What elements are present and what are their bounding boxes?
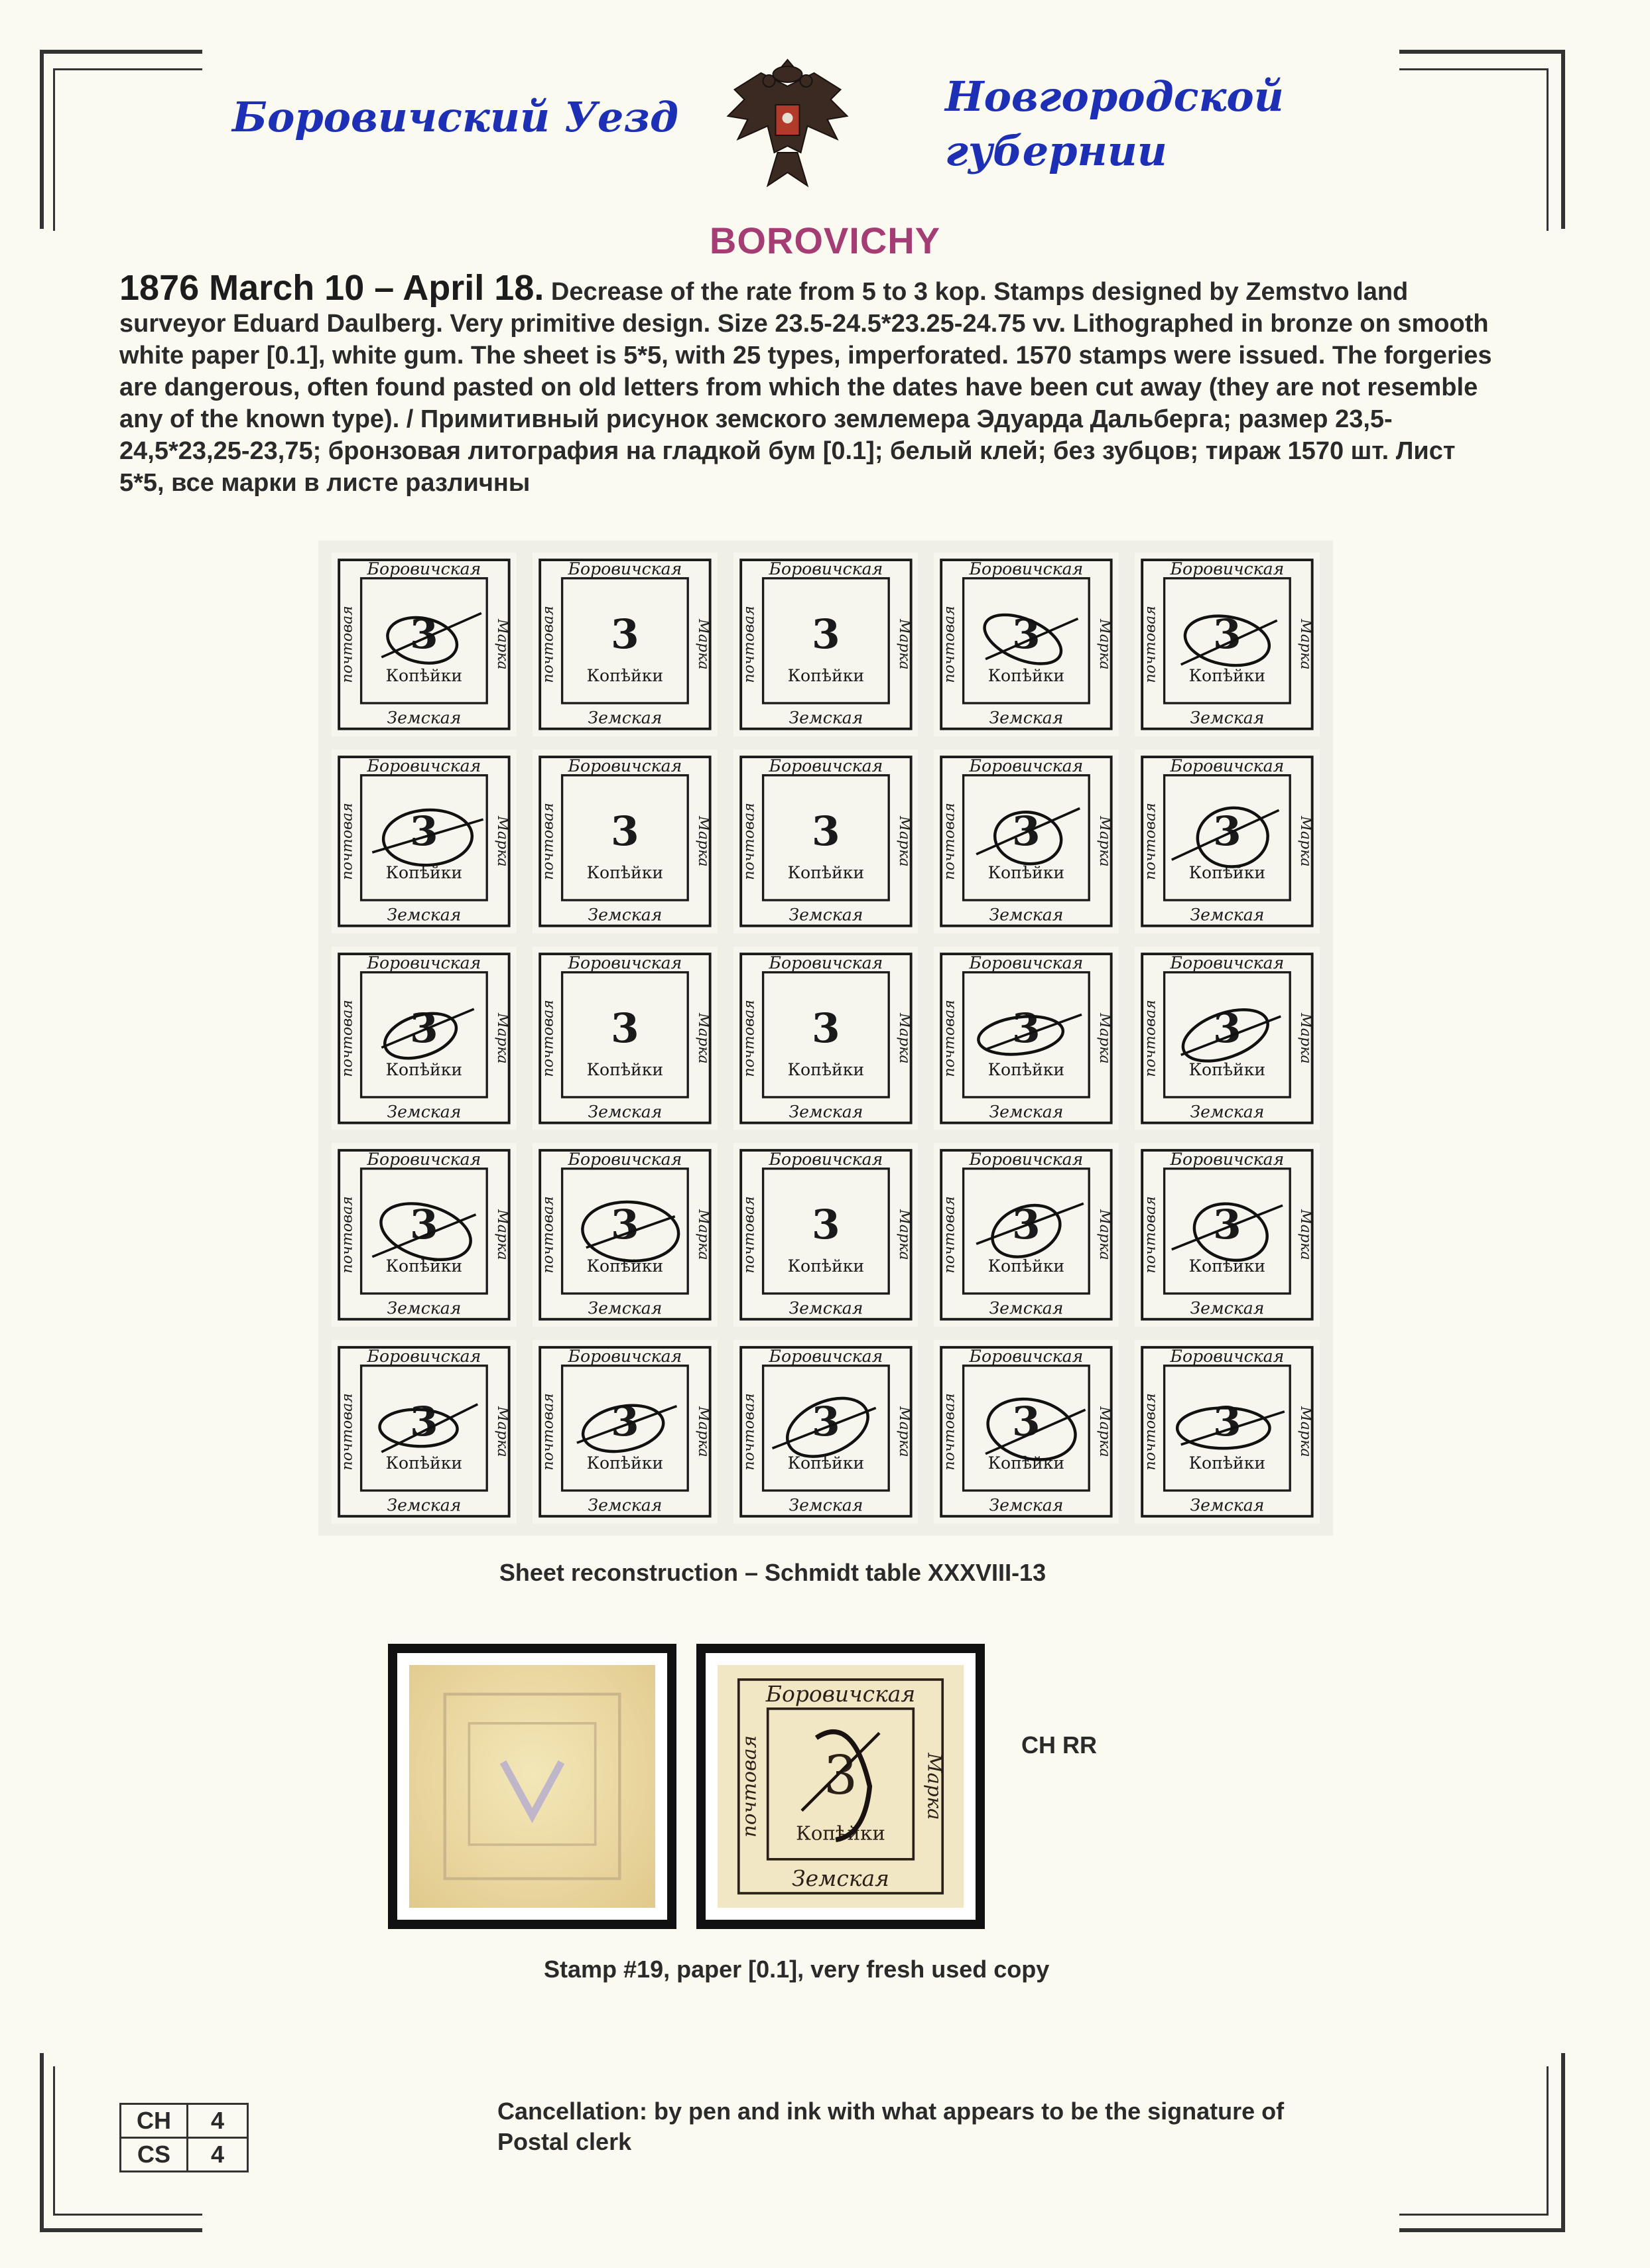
stamp-bottom-text: Земская: [387, 905, 462, 925]
stamp-bottom-text: Земская: [789, 708, 863, 728]
stamp-value: 3: [610, 1201, 639, 1249]
stamp-design: [1135, 1143, 1320, 1327]
stamp-bottom-text: Земская: [1190, 905, 1265, 925]
stamp-right-text: Марка: [895, 1209, 913, 1261]
stamp-bottom-text: Земская: [588, 905, 663, 925]
sheet-stamp: [733, 750, 919, 933]
catalog-value: 4: [188, 2138, 248, 2172]
stamp-caption: Stamp #19, paper [0.1], very fresh used copy: [544, 1956, 1050, 1983]
sheet-stamp: [934, 947, 1119, 1130]
stamp-bottom-text: Земская: [387, 1102, 462, 1121]
stamp-left-text: почтовая: [740, 802, 758, 880]
stamp-currency: Копѣйки: [988, 1059, 1065, 1079]
stamp-bottom-text: Земская: [1190, 1298, 1265, 1318]
catalog-row: [121, 2138, 248, 2172]
stamp-top-text: Боровичская: [1170, 1150, 1285, 1169]
issue-date: 1876 March 10 – April 18.: [119, 268, 544, 308]
stamp-right-text: Марка: [694, 1406, 712, 1457]
stamp-value: 3: [811, 1201, 840, 1249]
town-heading: BOROVICHY: [709, 220, 941, 261]
stamp-19-currency: Копѣйки: [796, 1822, 885, 1845]
stamp-top-text: Боровичская: [568, 756, 682, 775]
stamp-left-text: почтовая: [740, 606, 758, 683]
catalog-value: 4: [188, 2104, 248, 2138]
stamp-19-left-text: почтовая: [737, 1735, 761, 1837]
stamp-bottom-text: Земская: [1190, 1495, 1265, 1515]
stamp-bottom-text: Земская: [1190, 1102, 1265, 1121]
stamp-right-text: Марка: [1297, 815, 1315, 867]
stamp-top-text: Боровичская: [969, 559, 1084, 579]
stamp-top-text: Боровичская: [769, 756, 883, 775]
sheet-caption: Sheet reconstruction – Schmidt table XXXVIII-13: [499, 1559, 1047, 1586]
stamp-right-text: Марка: [895, 815, 913, 867]
sheet-stamp: [1135, 750, 1320, 933]
stamp-front-image: [696, 1644, 985, 1929]
stamp-value: 3: [410, 611, 438, 658]
sheet-stamp: [733, 947, 919, 1130]
stamp-top-text: Боровичская: [969, 1347, 1084, 1367]
stamp-bottom-text: Земская: [789, 1298, 863, 1318]
stamp-right-text: Марка: [895, 1012, 913, 1064]
stamp-top-text: Боровичская: [367, 559, 481, 579]
stamp-design: [934, 947, 1119, 1130]
stamp-left-text: почтовая: [539, 802, 557, 880]
catalog-code: CS: [121, 2138, 188, 2172]
stamp-left-text: почтовая: [1141, 606, 1159, 683]
stamp-value: 3: [811, 611, 840, 658]
stamp-left-text: почтовая: [338, 1393, 356, 1471]
stamp-value: 3: [410, 807, 438, 855]
sheet-stamp: [733, 553, 919, 736]
stamp-design: [533, 1143, 718, 1327]
sheet-stamp: [332, 1340, 517, 1524]
stamp-currency: Копѣйки: [988, 665, 1065, 685]
stamp-bottom-text: Земская: [989, 1298, 1064, 1318]
stamp-currency: Копѣйки: [586, 665, 663, 685]
sheet-reconstruction: [318, 541, 1333, 1536]
stamp-value: 3: [1012, 1004, 1041, 1052]
stamp-design: [533, 750, 718, 933]
stamp-currency: Копѣйки: [385, 1453, 463, 1473]
sheet-stamp: [1135, 947, 1320, 1130]
sheet-stamp: [1135, 553, 1320, 736]
stamp-currency: Копѣйки: [385, 1059, 463, 1079]
stamp-bottom-text: Земская: [989, 1495, 1064, 1515]
sheet-stamp: [934, 1340, 1119, 1524]
stamp-design: [533, 1340, 718, 1524]
stamp-left-text: почтовая: [1141, 802, 1159, 880]
sheet-stamp: [934, 1143, 1119, 1327]
stamp-right-text: Марка: [895, 619, 913, 670]
stamp-top-text: Боровичская: [568, 1347, 682, 1367]
stamp-currency: Копѣйки: [988, 1453, 1065, 1473]
stamp-top-text: Боровичская: [367, 1347, 481, 1367]
stamp-right-text: Марка: [1096, 1406, 1114, 1457]
stamp-right-text: Марка: [1297, 619, 1315, 670]
stamp-right-text: Марка: [493, 815, 511, 867]
guberniya-line-2: губернии: [945, 127, 1167, 175]
cancellation-note: Cancellation: by pen and ink with what appears to be the signature of Postal clerk: [497, 2098, 1285, 2155]
stamp-value: 3: [610, 611, 639, 658]
stamp-currency: Копѣйки: [1188, 1059, 1266, 1079]
stamp-right-text: Марка: [493, 619, 511, 670]
stamp-value: 3: [1012, 1201, 1041, 1249]
sheet-stamp: [332, 553, 517, 736]
sheet-stamp: [1135, 1340, 1320, 1524]
stamp-right-text: Марка: [694, 1012, 712, 1064]
stamp-value: 3: [1213, 611, 1241, 658]
stamp-left-text: почтовая: [1141, 1196, 1159, 1274]
stamp-design: [533, 947, 718, 1130]
stamp-top-text: Боровичская: [367, 756, 481, 775]
stamp-right-text: Марка: [493, 1209, 511, 1261]
stamp-19-right-text: Марка: [923, 1753, 946, 1820]
stamp-value: 3: [410, 1398, 438, 1446]
uyezd-title: Боровичский Уезд: [232, 93, 679, 141]
stamp-design: [332, 1340, 517, 1524]
stamp-top-text: Боровичская: [1170, 953, 1285, 972]
stamp-right-text: Марка: [493, 1406, 511, 1457]
stamp-top-text: Боровичская: [367, 953, 481, 972]
stamp-currency: Копѣйки: [787, 665, 864, 685]
stamp-value: 3: [1213, 1201, 1241, 1249]
stamp-design: [332, 750, 517, 933]
catalog-table: [119, 2103, 249, 2172]
stamp-currency: Копѣйки: [385, 1256, 463, 1276]
sheet-stamp: [934, 553, 1119, 736]
stamp-top-text: Боровичская: [769, 1347, 883, 1367]
sheet-stamp: [332, 750, 517, 933]
stamp-bottom-text: Земская: [588, 1102, 663, 1121]
stamp-value: 3: [410, 1004, 438, 1052]
stamp-bottom-text: Земская: [588, 1495, 663, 1515]
stamp-top-text: Боровичская: [969, 953, 1084, 972]
sheet-stamp: [733, 1143, 919, 1327]
stamp-value: 3: [610, 1398, 639, 1446]
stamp-currency: Копѣйки: [586, 862, 663, 882]
stamp-left-text: почтовая: [940, 606, 959, 683]
stamp-value: 3: [610, 1004, 639, 1052]
stamp-currency: Копѣйки: [787, 1256, 864, 1276]
sheet-stamp: [733, 1340, 919, 1524]
stamp-right-text: Марка: [1096, 815, 1114, 867]
stamp-right-text: Марка: [694, 815, 712, 867]
stamp-bottom-text: Земская: [989, 905, 1064, 925]
stamp-design: [332, 553, 517, 736]
sheet-stamp: [533, 1143, 718, 1327]
stamp-currency: Копѣйки: [988, 862, 1065, 882]
stamp-value: 3: [1213, 1398, 1241, 1446]
stamp-value: 3: [410, 1201, 438, 1249]
stamp-right-text: Марка: [1096, 1209, 1114, 1261]
stamp-currency: Копѣйки: [787, 1453, 864, 1473]
stamp-currency: Копѣйки: [586, 1256, 663, 1276]
stamp-design: [934, 750, 1119, 933]
stamp-design: [934, 1143, 1119, 1327]
stamp-left-text: почтовая: [539, 1196, 557, 1274]
sheet-stamp: [533, 947, 718, 1130]
stamp-top-text: Боровичская: [568, 1150, 682, 1169]
stamp-right-text: Марка: [1297, 1012, 1315, 1064]
stamp-right-text: Марка: [694, 619, 712, 670]
stamp-top-text: Боровичская: [1170, 1347, 1285, 1367]
intro-paragraph: [119, 268, 1499, 499]
stamp-design: [934, 553, 1119, 736]
sheet-stamp: [533, 750, 718, 933]
stamp-top-text: Боровичская: [1170, 559, 1285, 579]
stamp-bottom-text: Земская: [387, 1495, 462, 1515]
stamp-value: 3: [811, 807, 840, 855]
stamp-top-text: Боровичская: [1170, 756, 1285, 775]
stamp-bottom-text: Земская: [989, 1102, 1064, 1121]
stamp-currency: Копѣйки: [1188, 862, 1266, 882]
stamp-design: [733, 1340, 919, 1524]
stamp-19-top-text: Боровичская: [765, 1680, 916, 1707]
stamp-19-design: [718, 1665, 964, 1908]
stamp-back-image: [388, 1644, 676, 1929]
stamp-design: [1135, 1340, 1320, 1524]
stamp-left-text: почтовая: [740, 1393, 758, 1471]
sheet-stamp: [332, 947, 517, 1130]
stamp-design: [733, 553, 919, 736]
stamp-right-text: Марка: [1096, 1012, 1114, 1064]
stamp-top-text: Боровичская: [769, 1150, 883, 1169]
stamp-value: 3: [811, 1004, 840, 1052]
stamp-bottom-text: Земская: [588, 708, 663, 728]
stamp-left-text: почтовая: [338, 606, 356, 683]
sheet-stamp: [533, 553, 718, 736]
stamp-design: [733, 947, 919, 1130]
catalog-code: CH: [121, 2104, 188, 2138]
stamp-currency: Копѣйки: [385, 862, 463, 882]
stamp-left-text: почтовая: [1141, 1393, 1159, 1471]
sheet-stamp: [1135, 1143, 1320, 1327]
stamp-value: 3: [610, 807, 639, 855]
stamp-currency: Копѣйки: [1188, 1453, 1266, 1473]
stamp-currency: Копѣйки: [787, 862, 864, 882]
stamp-top-text: Боровичская: [568, 953, 682, 972]
stamp-value: 3: [1012, 1398, 1041, 1446]
stamp-left-text: почтовая: [940, 802, 959, 880]
stamp-bottom-text: Земская: [789, 1102, 863, 1121]
sheet-stamp: [533, 1340, 718, 1524]
sheet-stamp: [332, 1143, 517, 1327]
stamp-left-text: почтовая: [740, 999, 758, 1077]
stamp-design: [332, 947, 517, 1130]
stamp-currency: Копѣйки: [586, 1453, 663, 1473]
stamp-design: [1135, 947, 1320, 1130]
stamp-design: [934, 1340, 1119, 1524]
stamp-currency: Копѣйки: [787, 1059, 864, 1079]
stamp-design: [332, 1143, 517, 1327]
stamp-back-show-through: [409, 1665, 655, 1908]
stamp-left-text: почтовая: [539, 999, 557, 1077]
stamp-currency: Копѣйки: [586, 1059, 663, 1079]
stamp-left-text: почтовая: [539, 606, 557, 683]
stamp-left-text: почтовая: [740, 1196, 758, 1274]
stamp-bottom-text: Земская: [789, 905, 863, 925]
guberniya-line-1: Новгородской: [945, 72, 1284, 121]
guberniya-title: [945, 70, 1284, 178]
stamp-left-text: почтовая: [940, 999, 959, 1077]
stamp-currency: Копѣйки: [1188, 1256, 1266, 1276]
stamp-value: 3: [1012, 807, 1041, 855]
stamp-bottom-text: Земская: [989, 708, 1064, 728]
stamp-right-text: Марка: [694, 1209, 712, 1261]
stamp-top-text: Боровичская: [568, 559, 682, 579]
stamp-bottom-text: Земская: [789, 1495, 863, 1515]
stamp-design: [733, 750, 919, 933]
stamp-value: 3: [811, 1398, 840, 1446]
stamp-bottom-text: Земская: [1190, 708, 1265, 728]
stamp-currency: Копѣйки: [1188, 665, 1266, 685]
sheet-stamp: [934, 750, 1119, 933]
stamp-design: [1135, 750, 1320, 933]
stamp-right-text: Марка: [895, 1406, 913, 1457]
stamp-value: 3: [1213, 1004, 1241, 1052]
stamp-left-text: почтовая: [338, 1196, 356, 1274]
stamp-design: [733, 1143, 919, 1327]
stamp-top-text: Боровичская: [969, 1150, 1084, 1169]
stamp-left-text: почтовая: [940, 1393, 959, 1471]
stamp-value: 3: [1012, 611, 1041, 658]
stamp-left-text: почтовая: [338, 999, 356, 1077]
stamp-bottom-text: Земская: [588, 1298, 663, 1318]
rarity-rating: CH RR: [1021, 1731, 1097, 1759]
stamp-right-text: Марка: [1096, 619, 1114, 670]
stamp-left-text: почтовая: [338, 802, 356, 880]
stamp-top-text: Боровичская: [769, 559, 883, 579]
stamp-currency: Копѣйки: [385, 665, 463, 685]
stamp-top-text: Боровичская: [969, 756, 1084, 775]
stamp-right-text: Марка: [1297, 1209, 1315, 1261]
double-headed-eagle-icon: [720, 53, 856, 192]
stamp-right-text: Марка: [1297, 1406, 1315, 1457]
stamp-top-text: Боровичская: [769, 953, 883, 972]
stamp-19-value: 3: [823, 1743, 858, 1806]
catalog-row: [121, 2104, 248, 2138]
stamp-currency: Копѣйки: [988, 1256, 1065, 1276]
stamp-bottom-text: Земская: [387, 1298, 462, 1318]
stamp-right-text: Марка: [493, 1012, 511, 1064]
intro-text: Decrease of the rate from 5 to 3 kop. Stamps designed by Zemstvo land surveyor Eduard Daulberg. Very primitive design. Size 23.5-24.5*23.25-24.75 vv. Lithographed in bronze on smooth white paper [0.1], white gum. The sheet is 5*5, with 25 types, imperforated. 1570 stamps were issued. The forgeries are dangerous, often found pasted on old letters from which the dates have been cut away (they are not resemble any of the known type). / Примитивный рисунок земского землемера Эдуарда Дальберга; размер 23,5-24,5*23,25-23,75; бронзовая литография на гладкой бум [0.1]; белый клей; без зубцов; тираж 1570 шт. Лист 5*5, все марки в листе различны: [119, 278, 1492, 497]
stamp-value: 3: [1213, 807, 1241, 855]
stamp-left-text: почтовая: [1141, 999, 1159, 1077]
stamp-design: [1135, 553, 1320, 736]
stamp-left-text: почтовая: [539, 1393, 557, 1471]
stamp-top-text: Боровичская: [367, 1150, 481, 1169]
stamp-19-bottom-text: Земская: [792, 1865, 889, 1892]
stamp-design: [533, 553, 718, 736]
stamp-left-text: почтовая: [940, 1196, 959, 1274]
stamp-bottom-text: Земская: [387, 708, 462, 728]
